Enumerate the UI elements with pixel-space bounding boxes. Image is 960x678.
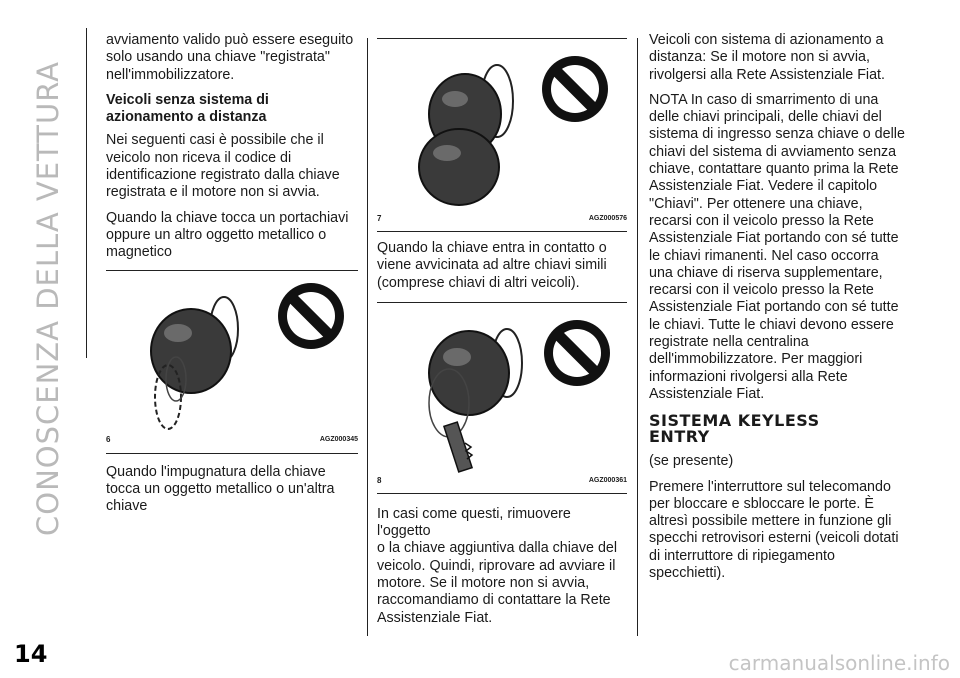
two-keys-touching-illustration [377,39,627,231]
figure-code: AGZ000576 [588,214,627,222]
figure-code: AGZ000361 [588,476,627,484]
figure-caption [377,472,627,489]
key-fob-icon [429,329,522,437]
section-side-title: CONOSCENZA DELLA VETTURA [31,60,65,536]
figure-number: 8 [377,475,382,485]
body-text: Quando l'impugnatura della chiave tocca un oggetto metallico o un'altra chiave [106,463,335,515]
figure-number: 6 [106,435,111,445]
column-3 [649,32,911,590]
note-text: NOTA In caso di smarrimento di una delle chiavi principali, delle chiavi del sistema di ingresso senza chiave o delle chiavi del sistema di avviamento senza chiave, contattare quanto prima la Rete Assistenziale Fiat. Vedere il capitolo "Chiavi". Per ottenere una chiave, recarsi con il veicolo presso la Rete Assistenziale Fiat portando con sé tutte le chiavi rimanenti. Nel caso occorra una chiave di riserva supplementare, recarsi con il veicolo presso la Rete Assistenziale Fiat portando con sé tutte le chiavi. Tutte le chiavi devono essere registrate nella centralina dell'immobilizzatore. Per maggiori informazioni rivolgersi alla Rete Assistenziale Fiat. [649,91,905,402]
body-text: Quando la chiave tocca un portachiavi oppure un altro oggetto metallico o magnetico [106,209,349,261]
column-divider [637,38,638,636]
watermark: carmanualsonline.info [728,651,950,675]
figure-6 [106,270,358,454]
subtitle-text: (se presente) [649,453,734,470]
key-fob-icon [151,297,238,393]
page-number: 14 [14,640,48,668]
body-text: Quando la chiave entra in contatto o viene avvicinata ad altre chiavi simili (comprese chiavi di altri veicoli). [377,240,607,291]
figure-number: 7 [377,213,382,223]
metal-key-icon [444,422,472,472]
figure-8 [377,302,627,494]
key-with-metal-keys-illustration [377,303,627,493]
prohibition-icon [542,56,608,122]
figure-caption [106,431,358,448]
figure-code: AGZ000345 [319,436,358,444]
prohibition-icon [544,320,610,386]
body-text: Premere l'interruttore sul telecomando per bloccare e sbloccare le porte. È altresì possibile mettere in funzione gli specchi retrovisori esterni (veicoli dotati di interruttore di ripiegamento specchietti). [649,478,899,582]
key-near-keyring-illustration [106,271,358,453]
column-divider [367,38,368,636]
section-heading: SISTEMA KEYLESS ENTRY [649,411,820,447]
body-text: Veicoli con sistema di azionamento a distanza: Se il motore non si avvia, rivolgersi alla Rete Assistenziale Fiat. [649,32,885,83]
column-2 [377,38,627,635]
prohibition-icon [278,283,344,349]
body-text: Nei seguenti casi è possibile che il veicolo non riceva il codice di identificazione registrato dalla chiave registrata e il motore non si avvia. [106,132,340,201]
intro-text: avviamento valido può essere eseguito solo usando una chiave "registrata" nell'immobilizzatore. [106,32,354,83]
column-1 [106,32,358,523]
body-text: In casi come questi, rimuovere l'oggetto o la chiave aggiuntiva dalla chiave del veicolo. Quindi, riprovare ad avviare il motore. Se il motore non si avvia, raccomandiamo di contattare la Rete Assistenziale Fiat. [377,505,618,626]
subsection-heading: Veicoli senza sistema di azionamento a distanza [106,91,269,126]
key-fob-icon [419,65,513,205]
side-divider [86,28,87,358]
figure-7 [377,38,627,232]
figure-caption [377,210,627,227]
